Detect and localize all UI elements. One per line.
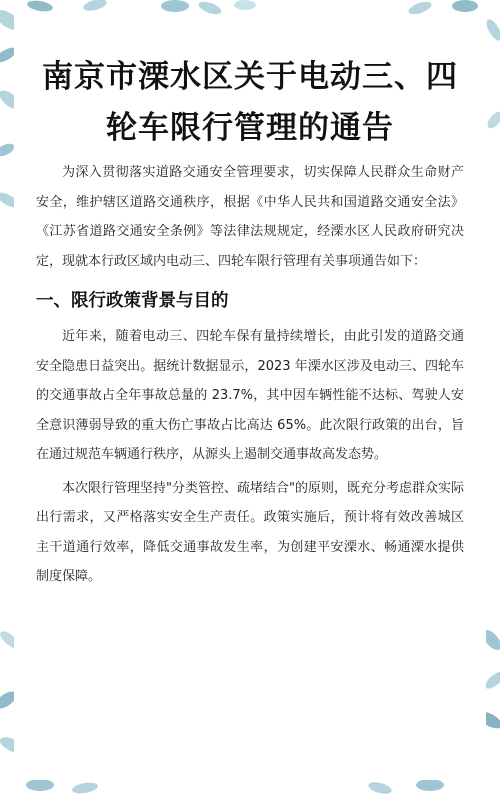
intro-paragraph: 为深入贯彻落实道路交通安全管理要求，切实保障人民群众生命财产安全，维护辖区道路交通秩序，根据《中华人民共和国道路交通安全法》《江苏省道路交通安全条例》等法律法规规定，经溧水区人民政府研究决定，现就本行政区域内电动三、四轮车限行管理有关事项通告如下： xyxy=(36,165,464,269)
notice-document xyxy=(14,16,486,780)
document-title xyxy=(14,52,486,154)
section-paragraph: 近年来，随着电动三、四轮车保有量持续增长，由此引发的道路交通安全隐患日益突出。据统计数据显示，2023 年溧水区涉及电动三、四轮车的交通事故占全年事故总量的 23.7%，其中因车辆性能不达标、驾驶人安全意识薄弱导致的重大伤亡事故占比高达 65%。此次限行政策的出台，旨在通过规范车辆通行秩序，从源头上遏制交通事故高发态势。 xyxy=(36,329,464,462)
document-body xyxy=(36,158,464,592)
title-line-2: 轮车限行管理的通告 xyxy=(106,110,394,146)
section-heading: 一、限行政策背景与目的 xyxy=(36,291,229,311)
section-paragraph: 本次限行管理坚持"分类管控、疏堵结合"的原则，既充分考虑群众实际出行需求，又严格落实安全生产责任。政策实施后，预计将有效改善城区主干道通行效率，降低交通事故发生率，为创建平安溧水、畅通溧水提供制度保障。 xyxy=(36,480,464,584)
title-line-1: 南京市溧水区关于电动三、四 xyxy=(42,59,458,95)
